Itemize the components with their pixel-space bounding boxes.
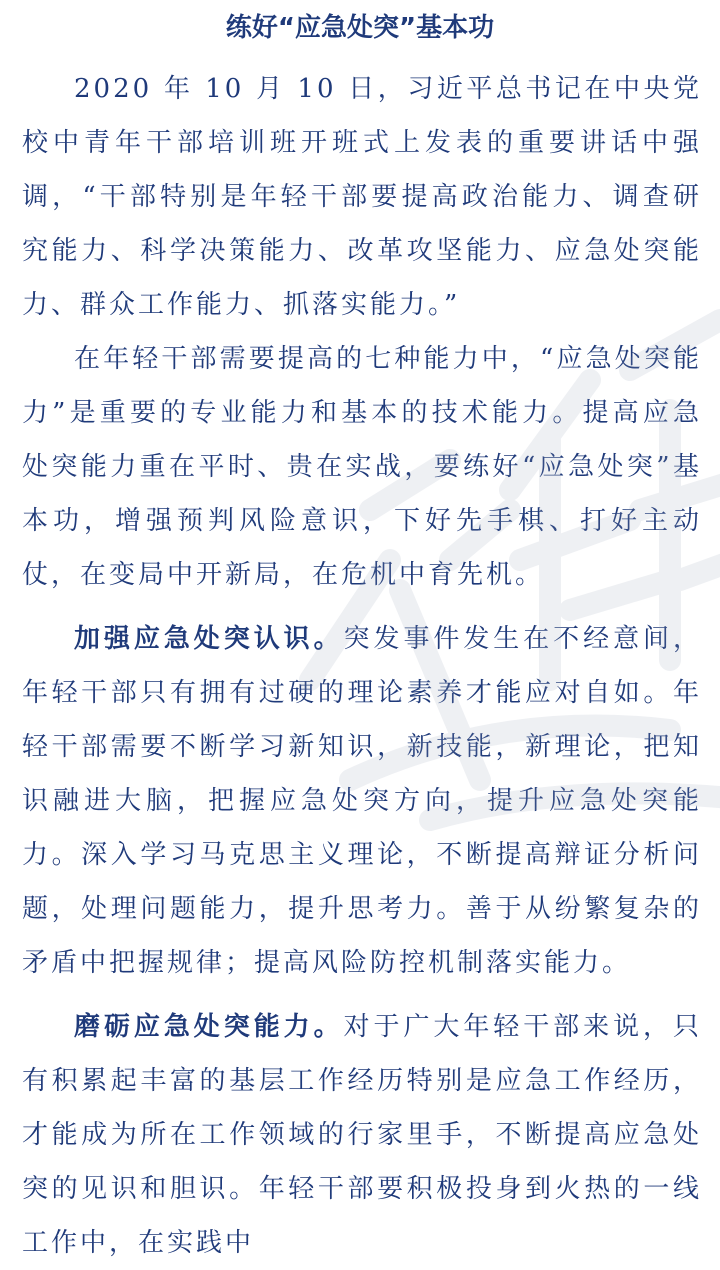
paragraph-1 — [22, 62, 702, 332]
paragraph-text: 突发事件发生在不经意间，年轻干部只有拥有过硬的理论素养才能应对自如。年轻干部需要不断学习新知识，新技能，新理论，把知识融进大脑，把握应急处突方向，提升应急处突能力。深入学习马克思主义理论，不断提高辩证分析问题，处理问题能力，提升思考力。善于从纷繁复杂的矛盾中把握规律；提高风险防控机制落实能力。 — [22, 624, 702, 978]
paragraph-2 — [22, 332, 702, 602]
paragraph-text: 2020 年 10 月 10 日，习近平总书记在中央党校中青年干部培训班开班式上发表的重要讲话中强调，“干部特别是年轻干部要提高政治能力、调查研究能力、科学决策能力、改革攻坚能力、应急处突能力、群众工作能力、抓落实能力。” — [22, 74, 702, 320]
article-body — [22, 62, 702, 1270]
paragraph-text: 对于广大年轻干部来说，只有积累起丰富的基层工作经历特别是应急工作经历，才能成为所在工作领域的行家里手，不断提高应急处突的见识和胆识。年轻干部要积极投身到火热的一线工作中，在实践中 — [22, 1012, 702, 1258]
paragraph-3 — [22, 612, 702, 990]
paragraph-lead-strengthen: 加强应急处突认识。 — [74, 624, 344, 654]
paragraph-4 — [22, 1000, 702, 1270]
paragraph-lead-hone: 磨砺应急处突能力。 — [74, 1012, 344, 1042]
article-title: 练好“应急处突”基本功 — [225, 13, 495, 43]
paragraph-text: 在年轻干部需要提高的七种能力中，“应急处突能力”是重要的专业能力和基本的技术能力。提高应急处突能力重在平时、贵在实战，要练好“应急处突”基本功，增强预判风险意识，下好先手棋、打好主动仗，在变局中开新局，在危机中育先机。 — [22, 344, 702, 590]
